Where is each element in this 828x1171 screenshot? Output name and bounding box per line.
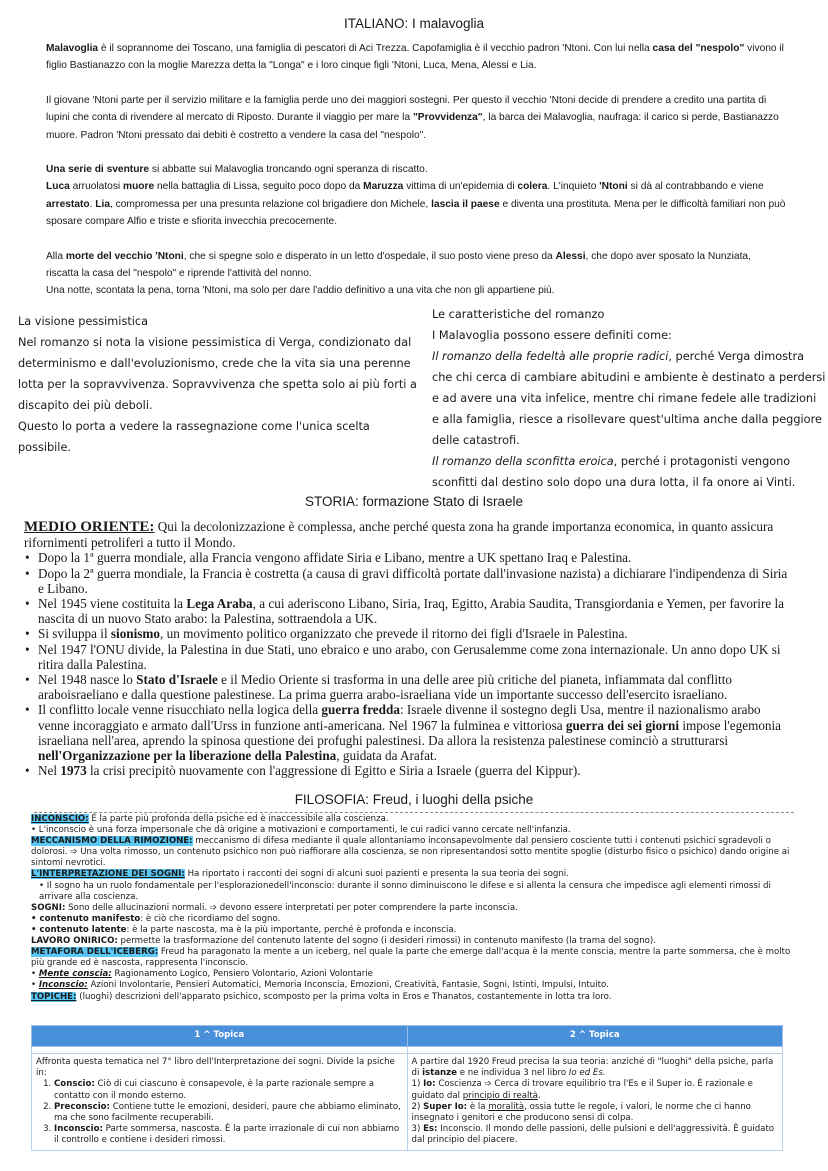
- table-cell-seconda-topica: A partire dal 1920 Freud precisa la sua teoria: anziché di "luoghi" della psiche, parla di istanze e ne individua 3 nel libro Io ed Es. 1) Io: Coscienza ➩ Cerca di trovare equilibrio tra l'Es e il Super io. È razionale e guidato dal principio di realtà. 2) Super Io: è la moralità, ossia tutte le regole, i valori, le norme che ci hanno insegnato i genitori e che producono sensi di colpa. 3) Es: Inconscio. Il mondo delle passioni, delle pulsioni e dell'aggressività. È guidato dal principio del piacere.: [407, 1054, 783, 1151]
- list-item: • Dopo la 1ª guerra mondiale, alla Francia vengono affidate Siria e Libano, mentre a UK spettano Iraq e Palestina.: [38, 550, 794, 565]
- inconscio-bullet: • L'inconscio è una forza impersonale che dà origine a motivazioni e comportamenti, le cui radici vanno cercate nell'infanzia.: [31, 825, 571, 836]
- mente-conscia-def: • Mente conscia: Ragionamento Logico, Pensiero Volontario, Azioni Volontarie: [31, 969, 373, 980]
- visione-heading: La visione pessimistica: [18, 315, 149, 328]
- storia-title: STORIA: formazione Stato di Israele: [304, 494, 524, 509]
- interpretazione-bullet: • Il sogno ha un ruolo fondamentale per l'esplorazionedell'inconscio: durante il sonno diminuiscono le difese e si allenta la censura che impedisce agli elementi rimossi di arrivare alla coscienza.: [39, 880, 771, 902]
- sogni-def: SOGNI: Sono delle allucinazioni normali. ➩ devono essere interpretati per poter comprendere la parte inconscia.: [31, 902, 518, 913]
- caratteristiche-heading: Le caratteristiche del romanzo: [432, 308, 605, 321]
- inconscio-list: • Inconscio: Azioni Involontarie, Pensieri Automatici, Memoria Inconscia, Emozioni, Creatività, Fantasie, Sogni, Istinti, Impulsi, Intuito.: [31, 980, 609, 991]
- table-header-2: 2 ^ Topica: [407, 1026, 783, 1047]
- table-cell-prima-topica: Affronta questa tematica nel 7° libro dell'Interpretazione dei sogni. Divide la psiche in: 1. Conscio: Ciò di cui ciascuno è consapevole, è la parte razionale sempre a contatto con il mondo esterno. 2. Preconscio: Contiene tutte le emozioni, desideri, paure che abbiamo eliminato, ma che sono facilmente recuperabili. 3. Inconscio: Parte sommersa, nascosta. È la parte irrazionale di cui non abbiamo il controllo e contiene i desideri rimossi.: [32, 1054, 408, 1151]
- lavoro-onirico-def: LAVORO ONIRICO: permette la trasformazione del contenuto latente del sogno (i desideri rimossi) in contenuto manifesto (la trama del sogno).: [31, 936, 656, 947]
- list-item: • Il conflitto locale venne risucchiato nella logica della guerra fredda: Israele divenne il sostegno degli Usa, mentre il nazionalismo arabo venne incoraggiato e armato dall'Urss in funzione anti-americana. Nel 1967 la fulminea e vittoriosa guerra dei sei giorni impose l'egemonia israeliana nell'area, aprendo la spinosa questione dei profughi palestinesi. Da allora la resistenza palestinese cominciò a strutturarsi nell'Organizzazione per la liberazione della Palestina, guidata da Arafat.: [38, 702, 794, 763]
- caratteristiche-item-2: Il romanzo della sconfitta eroica, perché i protagonisti vengono sconfitti dal destino solo dopo una dura lotta, il fa onore ai Vinti.: [432, 455, 796, 489]
- filosofia-title: FILOSOFIA: Freud, i luoghi della psiche: [294, 792, 534, 807]
- manifesto-def: • contenuto manifesto: è ciò che ricordiamo del sogno.: [31, 913, 281, 924]
- list-item: • Nel 1945 viene costituita la Lega Araba, a cui aderiscono Libano, Siria, Iraq, Egitto, Arabia Saudita, Transgiordania e Yemen, per favorire la nascita di un nuovo Stato arabo: la Palestina, sottraendola a UK.: [38, 596, 794, 626]
- italiano-paragraph-2: Il giovane 'Ntoni parte per il servizio militare e la famiglia perde uno dei maggiori sostegni. Per questo il vecchio 'Ntoni decide di prendere a credito una partita di lupini che conta di rivendere al mercato di Riposto. Durante il viaggio per mare la "Provvidenza", la barca dei Malavoglia, naufraga: il carico si perde, Bastianazzo muore. Padron 'Ntoni pressato dai debiti è costretto a vendere la casa del "nespolo".: [46, 94, 779, 141]
- divider: [34, 812, 794, 813]
- italiano-title: ITALIANO: I malavoglia: [343, 16, 485, 31]
- list-item: • Nel 1947 l'ONU divide, la Palestina in due Stati, uno ebraico e uno arabo, con Gerusalemme come zona internazionale. Un anno dopo UK si ritira dalla Palestina.: [38, 642, 794, 672]
- storia-intro: MEDIO ORIENTE: Qui la decolonizzazione è complessa, anche perché questa zona ha grande importanza economica, in quanto assicura rifornimenti petroliferi a tutto il Mondo.: [24, 519, 774, 551]
- italiano-paragraph-4: Alla morte del vecchio 'Ntoni, che si spegne solo e disperato in un letto d'ospedale, il suo posto viene preso da Alessi, che dopo aver sposato la Nunziata, riscatta la casa del "nespolo" e riprende l'attività del nonno. Una notte, scontata la pena, torna 'Ntoni, ma solo per dare l'addio definitivo a una vita che non gli appartiene più.: [46, 250, 751, 297]
- storia-text: [24, 519, 794, 778]
- inconscio-def: INCONSCIO: È la parte più profonda della psiche ed è inaccessibile alla coscienza.: [31, 814, 389, 824]
- table-row: [32, 1054, 783, 1151]
- list-item: • Dopo la 2ª guerra mondiale, la Francia è costretta (a causa di gravi difficoltà portate dall'invasione nazista) a dichiarare l'indipendenza di Siria e Libano.: [38, 566, 794, 596]
- list-item: • Nel 1973 la crisi precipitò nuovamente con l'aggressione di Egitto e Siria a Israele (guerra del Kippur).: [38, 763, 794, 778]
- storia-list: [24, 550, 794, 778]
- italiano-text: [46, 40, 786, 300]
- list-item: • Nel 1948 nasce lo Stato d'Israele e il Medio Oriente si trasforma in una delle aree più critiche del pianeta, infiammata dal conflitto araboisraeliano e dalla questione palestinese. La prima guerra arabo-israeliana vide un importante successo dell'esercito israeliano.: [38, 672, 794, 702]
- rimozione-def: MECCANISMO DELLA RIMOZIONE: meccanismo di difesa mediante il quale allontaniamo inconsapevolmente dal pensiero cosciente tutti i contenuti psichici sgradevoli o dolorosi. ➩ Una volta rimosso, un contenuto psichico non può riaffiorare alla coscienza, se non ripresentandosi sotto mentite spoglie (disturbo fisico o psichico) dando origine ai sintomi nevrotici.: [31, 836, 790, 869]
- topiche-table: [31, 1025, 783, 1151]
- caratteristiche-intro: I Malavoglia possono essere definiti come:: [432, 329, 672, 342]
- visione-text-2: Questo lo porta a vedere la rassegnazione come l'unica scelta possibile.: [18, 420, 370, 454]
- visione-section: [18, 311, 418, 458]
- interpretazione-def: L'INTERPRETAZIONE DEI SOGNI: Ha riportato i racconti dei sogni di alcuni suoi pazienti e presenta la sua teoria dei sogni.: [31, 869, 569, 880]
- iceberg-def: METAFORA DELL'ICEBERG: Freud ha paragonato la mente a un iceberg, nel quale la parte che emerge dall'acqua è la mente conscia, mentre la parte sommersa, che è molto più grande ed è nascosta, rappresenta l'inconscio.: [31, 947, 791, 969]
- list-item: • Si sviluppa il sionismo, un movimento politico organizzato che prevede il ritorno dei figli d'Israele in Palestina.: [38, 626, 794, 641]
- filosofia-text: [31, 814, 791, 1003]
- table-header-1: 1 ^ Topica: [32, 1026, 408, 1047]
- visione-text: Nel romanzo si nota la visione pessimistica di Verga, condizionato dal determinismo e dall'evoluzionismo, crede che la vita sia una perenne lotta per la sopravvivenza. Sopravvivenza che spetta solo ai più forti a discapito dei più deboli.: [18, 336, 417, 412]
- italiano-paragraph-3: Una serie di sventure si abbatte sui Malavoglia troncando ogni speranza di riscatto. Luca arruolatosi muore nella battaglia di Lissa, seguito poco dopo da Maruzza vittima di un'epidemia di colera. L'inquieto 'Ntoni si dà al contrabbando e viene arrestato. Lia, compromessa per una presunta relazione col brigadiere don Michele, lascia il paese e diventa una prostituta. Mena per le difficoltà familiari non può sposare compare Alfio e triste e sfiorita invecchia precocemente.: [46, 164, 786, 228]
- topiche-def: TOPICHE: (luoghi) descrizioni dell'apparato psichico, scomposto per la prima volta in Eros e Thanatos, costantemente in lotta tra loro.: [31, 991, 612, 1002]
- italiano-paragraph-1: Malavoglia è il soprannome dei Toscano, una famiglia di pescatori di Aci Trezza. Capofamiglia è il vecchio padron 'Ntoni. Con lui nella casa del "nespolo" vivono il figlio Bastianazzo con la moglie Marezza detta la "Longa" e i loro cinque figli 'Ntoni, Luca, Mena, Alessi e Lia.: [46, 43, 784, 72]
- caratteristiche-section: [432, 304, 826, 493]
- caratteristiche-item-1: Il romanzo della fedeltà alle proprie radici, perché Verga dimostra che chi cerca di cambiare abitudini e ambiente è destinato a perdersi e ad avere una vita infelice, mentre chi rimane fedele alle tradizioni e alla famiglia, riesce a risollevare quest'ultima anche dalla peggiore delle catastrofi.: [432, 350, 826, 447]
- latente-def: • contenuto latente: è la parte nascosta, ma è la più importante, perché è profonda e inconscia.: [31, 924, 457, 935]
